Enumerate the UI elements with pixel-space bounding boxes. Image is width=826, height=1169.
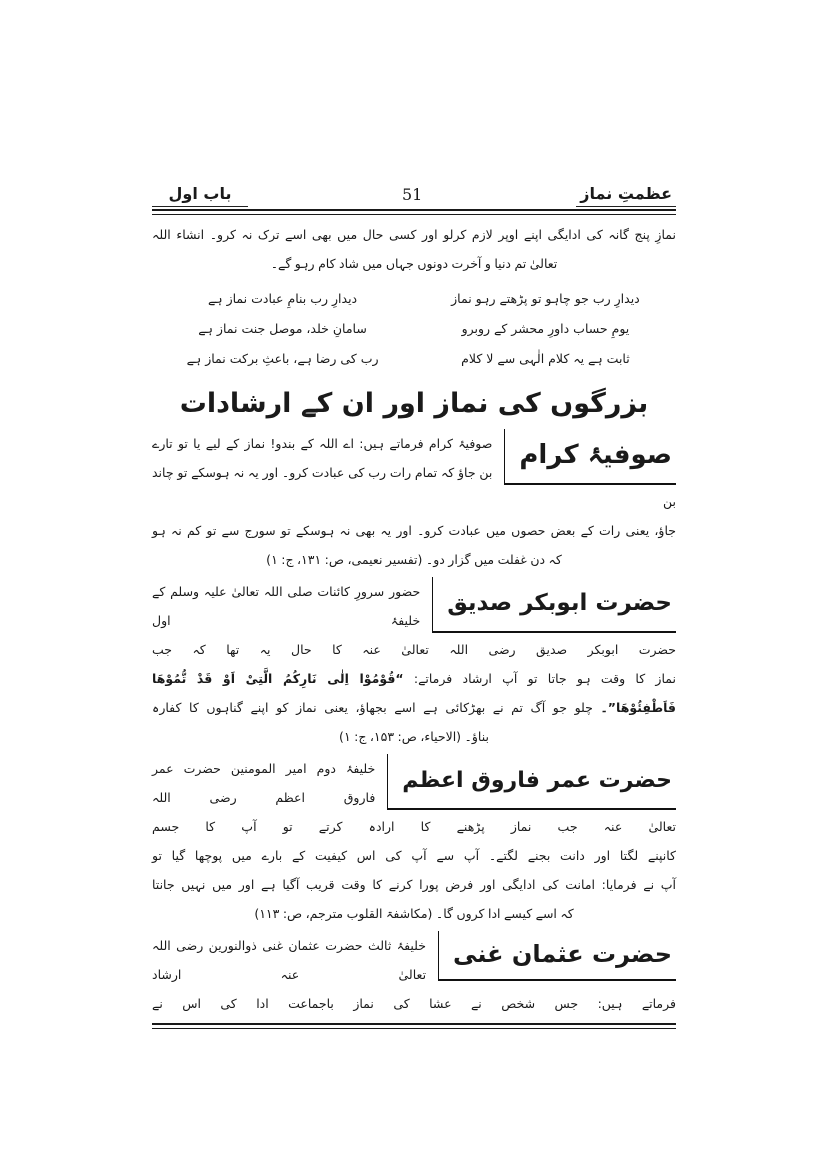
urdu-text: نماز کا وقت ہو جاتا تو آپ ارشاد فرماتے: <box>413 671 676 686</box>
book-page-content <box>152 184 676 1029</box>
section-usman-ghani <box>152 931 676 1018</box>
text-line: خلیفۂ ثالث حضرت عثمان غنی ذوالنورین رضی اللہ تعالیٰ عنہ ارشاد <box>152 938 427 982</box>
hemistich-right: ثابت ہے یہ کلام الٰہی سے لا کلام <box>461 351 630 366</box>
urdu-text: چلو جو آگ تم نے بھڑکائی ہے اسے بجھاؤ، یعنی نماز کو اپنے گناہوں کا کفارہ <box>152 700 593 715</box>
text-line: حضرت ابوبکر صدیق رضی اللہ تعالیٰ عنہ کا حال یہ تھا کہ جب <box>152 642 676 657</box>
citation-line: بناؤ۔ (الاحیاء، ص: ۱۵۳، ج: ۱) <box>339 729 489 744</box>
text-line: جاؤ، یعنی رات کے بعض حصوں میں عبادت کرو۔ اور یہ بھی نہ ہوسکے تو سورج سے تو کم نہ ہو <box>152 523 676 538</box>
book-title: عظمتِ نماز <box>576 184 676 207</box>
text-line: آپ نے فرمایا: امانت کی ادایگی اور فرض پورا کرنے کا وقت قریب آگیا ہے اور میں نہیں جانتا <box>152 877 676 892</box>
hemistich-left: رب کی رضا ہے، باعثِ برکت نماز ہے <box>186 351 379 366</box>
hemistich-left: دیدارِ رب بنامِ عبادت نماز ہے <box>207 291 358 306</box>
text-line: تعالیٰ تم دنیا و آخرت دونوں جہاں میں شاد کام رہو گے۔ <box>270 256 558 271</box>
poem-couplet <box>166 344 662 374</box>
citation-line: کہ دن غفلت میں گزار دو۔ (تفسیر نعیمی، ص: ۱۳۱، ج: ۱) <box>266 552 562 567</box>
hemistich-left: سامانِ خلد، موصل جنت نماز ہے <box>198 321 367 336</box>
arabic-quote: “قُوْمُوْا اِلٰی نَارِکُمُ الَّتِیْ اَوْ قَدْ تُّمُوْھَا <box>152 671 404 686</box>
header-rule <box>152 209 676 215</box>
text-line: نمازِ پنج گانہ کی ادایگی اپنے اوپر لازم کرلو اور کسی حال میں بھی اسے ترک نہ کرو۔ انشاء اللہ <box>152 227 676 242</box>
page-main-heading: بزرگوں کی نماز اور ان کے ارشادات <box>179 388 649 419</box>
poem <box>166 284 662 374</box>
poem-couplet <box>166 284 662 314</box>
text-line: کانپنے لگتا اور دانت بجنے لگتے۔ آپ سے آپ کی اس کیفیت کے بارے میں پوچھا گیا تو <box>152 848 676 863</box>
citation-line: کہ اسے کیسے ادا کروں گا۔ (مکاشفۃ القلوب مترجم، ص: ۱۱۳) <box>254 906 574 921</box>
text-line: خلیفۂ دوم امیر المومنین حضرت عمر فاروق اعظم رضی اللہ <box>152 761 376 805</box>
intro-paragraph <box>152 220 676 278</box>
text-line: بن جاؤ کہ تمام رات رب کی عبادت کرو۔ اور یہ نہ ہوسکے تو چاند بن <box>152 465 676 509</box>
page-header <box>152 184 676 207</box>
text-line: صوفیۂ کرام فرماتے ہیں: اے اللہ کے بندو! نماز کے لیے یا تو تارے <box>152 436 493 451</box>
footer-rule <box>152 1023 676 1029</box>
chapter-title: باب اول <box>152 184 248 207</box>
section-label: حضرت عثمان غنی <box>438 931 676 981</box>
text-line: تعالیٰ عنہ جب نماز پڑھنے کا ارادہ کرتے تو آپ کا جسم <box>152 819 676 834</box>
section-sufia-kiram <box>152 429 676 574</box>
arabic-quote: فَاَطْفِئُوْھَا”۔ <box>600 700 676 715</box>
section-label: صوفیۂ کرام <box>504 429 676 485</box>
section-label: حضرت ابوبکر صدیق <box>432 577 676 633</box>
section-label: حضرت عمر فاروق اعظم <box>387 754 676 810</box>
hemistich-right: دیدارِ رب جو چاہو تو پڑھتے رہو نماز <box>451 291 640 306</box>
text-line: فرماتے ہیں: جس شخص نے عشا کی نماز باجماعت ادا کی اس نے <box>152 996 676 1011</box>
hemistich-right: یومِ حساب داورِ محشر کے روبرو <box>461 321 630 336</box>
page-number: 51 <box>401 185 423 204</box>
poem-couplet <box>166 314 662 344</box>
text-line <box>152 664 676 693</box>
text-line: حضور سرورِ کائنات صلی اللہ تعالیٰ علیہ وسلم کے خلیفۂ اول <box>152 584 421 628</box>
section-umar-farooq <box>152 754 676 928</box>
text-line <box>152 693 676 722</box>
section-abubakr-siddiq <box>152 577 676 751</box>
